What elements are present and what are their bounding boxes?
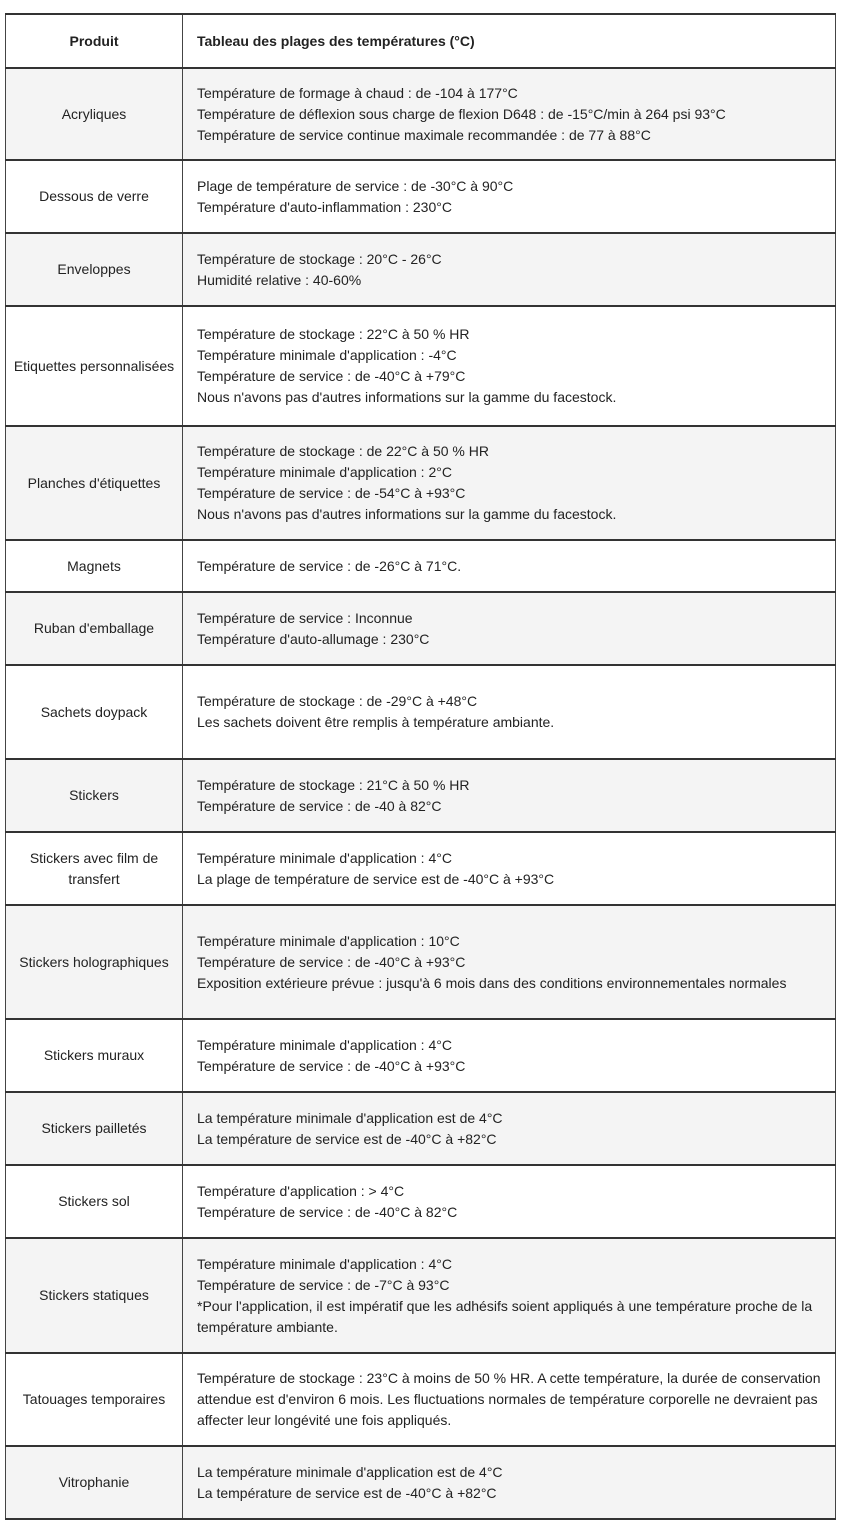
- product-cell: Acryliques: [6, 68, 183, 160]
- temperature-line: Température de stockage : 22°C à 50 % HR: [197, 326, 470, 342]
- temperature-info-cell: [183, 233, 836, 306]
- table-row: [6, 306, 836, 426]
- temperature-line: Nous n'avons pas d'autres informations sur la gamme du facestock.: [197, 506, 617, 522]
- temperature-line: Température minimale d'application : -4°C: [197, 347, 457, 363]
- product-cell: Stickers muraux: [6, 1019, 183, 1092]
- temperature-line: Nous n'avons pas d'autres informations sur la gamme du facestock.: [197, 389, 617, 405]
- product-cell: Stickers sol: [6, 1165, 183, 1238]
- table-row: [6, 426, 836, 540]
- temperature-table: [5, 13, 836, 1520]
- temperature-info-cell: [183, 832, 836, 905]
- temperature-line: *Pour l'application, il est impératif que les adhésifs soient appliqués à une température proche de la température ambiante.: [197, 1297, 817, 1335]
- temperature-line: Température minimale d'application : 4°C: [197, 1036, 452, 1053]
- table-row: [6, 592, 836, 665]
- temperature-line: La température de service est de -40°C à +82°C: [197, 1130, 497, 1147]
- temperature-line: Température de service : de -40°C à +93°C: [197, 1057, 466, 1074]
- temperature-line: Température de service : de -40°C à 82°C: [197, 1203, 458, 1220]
- product-cell: Magnets: [6, 540, 183, 592]
- table-row: [6, 68, 836, 160]
- temperature-info-cell: [183, 1092, 836, 1165]
- header-temperature-ranges: Tableau des plages des températures (°C): [183, 14, 836, 68]
- temperature-info-cell: [183, 665, 836, 759]
- temperature-line: Température de déflexion sous charge de flexion D648 : de -15°C/min à 264 psi 93°C: [197, 105, 726, 122]
- temperature-info-cell: [183, 905, 836, 1019]
- temperature-info-cell: [183, 68, 836, 160]
- temperature-line: Température de service : de -40°C à +93°C: [197, 953, 466, 970]
- temperature-info-cell: [183, 1446, 836, 1519]
- temperature-info-cell: [183, 306, 836, 426]
- temperature-line: La plage de température de service est de -40°C à +93°C: [197, 870, 555, 887]
- temperature-info-cell: [183, 160, 836, 233]
- temperature-info-cell: [183, 1019, 836, 1092]
- table-row: [6, 160, 836, 233]
- temperature-line: Température de stockage : 21°C à 50 % HR: [197, 776, 470, 793]
- table-row: [6, 1092, 836, 1165]
- product-cell: Stickers holographiques: [6, 905, 183, 1019]
- product-cell: Tatouages temporaires: [6, 1353, 183, 1446]
- table-row: [6, 759, 836, 832]
- product-cell: Etiquettes personnalisées: [6, 306, 183, 426]
- table-row: [6, 1446, 836, 1519]
- temperature-line: Température de service : de -26°C à 71°C.: [197, 557, 462, 574]
- temperature-info-cell: [183, 1165, 836, 1238]
- temperature-line: Température de service : de -54°C à +93°C: [197, 485, 466, 501]
- temperature-line: Température minimale d'application : 2°C: [197, 464, 452, 480]
- table-row: [6, 1165, 836, 1238]
- temperature-line: Température d'application : > 4°C: [197, 1182, 405, 1199]
- temperature-line: Température minimale d'application : 10°C: [197, 932, 460, 949]
- temperature-line: Humidité relative : 40-60%: [197, 271, 362, 288]
- table-row: [6, 540, 836, 592]
- temperature-info-cell: [183, 592, 836, 665]
- table-row: [6, 1019, 836, 1092]
- temperature-line: Température minimale d'application : 4°C: [197, 849, 452, 866]
- temperature-info-cell: [183, 759, 836, 832]
- temperature-line: Température d'auto-inflammation : 230°C: [197, 198, 452, 215]
- temperature-info-cell: [183, 1238, 836, 1353]
- temperature-line: Température minimale d'application : 4°C: [197, 1255, 452, 1272]
- product-cell: Planches d'étiquettes: [6, 426, 183, 540]
- product-cell: Enveloppes: [6, 233, 183, 306]
- temperature-line: Température de stockage : de -29°C à +48°C: [197, 693, 478, 709]
- table-row: [6, 233, 836, 306]
- temperature-line: Température de service : Inconnue: [197, 609, 413, 626]
- table-row: [6, 1238, 836, 1353]
- temperature-info-cell: [183, 540, 836, 592]
- temperature-line: Température d'auto-allumage : 230°C: [197, 630, 430, 647]
- product-cell: Sachets doypack: [6, 665, 183, 759]
- temperature-line: Température de formage à chaud : de -104 à 177°C: [197, 84, 518, 101]
- temperature-line: Température de service : de -40 à 82°C: [197, 797, 442, 814]
- temperature-line: La température minimale d'application est de 4°C: [197, 1463, 503, 1480]
- temperature-line: Température de stockage : 23°C à moins de 50 % HR. A cette température, la durée de conservation attendue est d'environ 6 mois. Les fluctuations normales de température corporelle ne devraient pas affecter leur longévité une fois appliqués.: [197, 1370, 825, 1428]
- product-cell: Stickers avec film de transfert: [6, 832, 183, 905]
- temperature-line: Température de stockage : de 22°C à 50 % HR: [197, 443, 489, 459]
- temperature-info-cell: [183, 1353, 836, 1446]
- product-cell: Stickers pailletés: [6, 1092, 183, 1165]
- table-row: [6, 665, 836, 759]
- product-cell: Vitrophanie: [6, 1446, 183, 1519]
- product-cell: Dessous de verre: [6, 160, 183, 233]
- table-row: [6, 905, 836, 1019]
- product-cell: Ruban d'emballage: [6, 592, 183, 665]
- temperature-line: Température de stockage : 20°C - 26°C: [197, 250, 442, 267]
- product-cell: Stickers statiques: [6, 1238, 183, 1353]
- temperature-line: Exposition extérieure prévue : jusqu'à 6 mois dans des conditions environnementales normales: [197, 974, 787, 991]
- temperature-line: Les sachets doivent être remplis à température ambiante.: [197, 714, 555, 730]
- product-cell: Stickers: [6, 759, 183, 832]
- temperature-info-cell: [183, 426, 836, 540]
- table-row: [6, 832, 836, 905]
- temperature-line: Température de service continue maximale recommandée : de 77 à 88°C: [197, 126, 651, 143]
- table-header-row: [6, 14, 836, 68]
- temperature-line: Température de service : de -7°C à 93°C: [197, 1276, 450, 1293]
- header-product: Produit: [6, 14, 183, 68]
- temperature-line: Plage de température de service : de -30°C à 90°C: [197, 177, 514, 194]
- table-row: [6, 1353, 836, 1446]
- temperature-line: La température minimale d'application est de 4°C: [197, 1109, 503, 1126]
- temperature-line: La température de service est de -40°C à +82°C: [197, 1484, 497, 1501]
- temperature-line: Température de service : de -40°C à +79°C: [197, 368, 466, 384]
